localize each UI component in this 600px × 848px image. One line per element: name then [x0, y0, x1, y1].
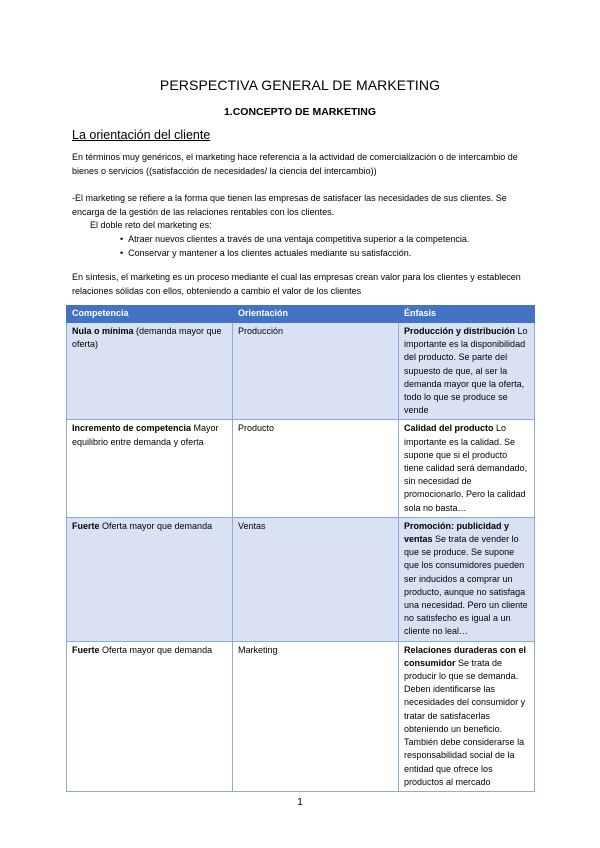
paragraph-definition: -El marketing se refiere a la forma que tienen las empresas de satisfacer las necesidades de sus clientes. Se encarga de la gestión de las relaciones rentables con los clientes. [72, 193, 507, 217]
cell-bold-text: Fuerte [72, 520, 100, 531]
table-row [67, 517, 535, 641]
cell-orientacion: Producto [233, 420, 399, 517]
header-orientacion: Orientación [233, 306, 399, 323]
cell-text: Oferta mayor que demanda [99, 644, 213, 655]
table-row [67, 323, 535, 420]
cell-bold-text: Fuerte [72, 644, 100, 655]
paragraph-challenge: El doble reto del marketing es: [90, 220, 212, 230]
cell-orientacion: Ventas [233, 517, 399, 641]
cell-bold-text: Calidad del producto [404, 423, 494, 434]
cell-competencia [67, 517, 233, 641]
cell-bold-text: Incremento de competencia [72, 423, 192, 434]
cell-bold-text: Relaciones duraderas con el consumidor [404, 644, 527, 668]
table-row [67, 641, 535, 791]
page-number: 1 [297, 797, 303, 808]
cell-text: Lo importante es la disponibilidad del producto. Se parte del supuesto de que, al ser la demanda mayor que la oferta, todo lo que se produce se vende [404, 326, 528, 416]
cell-text: Se trata de producir lo que se demanda. Deben identificarse las necesidades del consumidor y tratar de satisfacerlas obteniendo un beneficio. También debe considerarse la responsabilidad social de la entidad que ofrece los productos al mercado [404, 657, 526, 787]
table-header-row [67, 306, 535, 323]
marketing-orientation-table [66, 305, 535, 792]
cell-bold-text: Producción y distribución [404, 326, 516, 336]
cell-enfasis [399, 323, 535, 420]
cell-text: Mayor equilibrio entre demanda y oferta [72, 423, 219, 447]
header-enfasis: Énfasis [399, 306, 535, 323]
cell-enfasis [399, 517, 535, 641]
cell-orientacion: Marketing [233, 641, 399, 791]
cell-enfasis [399, 641, 535, 791]
paragraph-intro: En términos muy genéricos, el marketing hace referencia a la actividad de comercialización o de intercambio de bienes o servicios ((satisfacción de necesidades/ la ciencia del intercambio)) [72, 152, 518, 176]
cell-competencia [67, 641, 233, 791]
cell-bold-text: Promoción: publicidad y ventas [404, 520, 510, 545]
list-item: • Atraer nuevos clientes a través de una ventaja competitiva superior a la competencia. [120, 232, 469, 246]
list-item: • Conservar y mantener a los clientes actuales mediante su satisfacción. [120, 246, 469, 260]
cell-text: Oferta mayor que demanda [99, 520, 213, 531]
section-number-title: 1.CONCEPTO DE MARKETING [223, 106, 377, 118]
cell-bold-text: Nula o mínima [72, 326, 134, 336]
table-row [67, 420, 535, 517]
header-competencia: Competencia [67, 306, 233, 323]
cell-text: (demanda mayor que oferta) [72, 326, 222, 350]
cell-text: Lo importante es la calidad. Se supone que si el producto tiene calidad será demandado, sin necesidad de promocionarlo. Pero la calidad sola no basta… [404, 423, 528, 513]
cell-orientacion: Producción [233, 323, 399, 420]
cell-competencia [67, 323, 233, 420]
challenge-list [120, 232, 469, 260]
document-title: PERSPECTIVA GENERAL DE MARKETING [159, 77, 441, 93]
cell-text: Se trata de vender lo que se produce. Se supone que los consumidores pueden ser inducidos a comprar un producto, aunque no satisfaga una necesidad. Pero un cliente no satisfecho es igual a un cliente no leal… [404, 534, 528, 637]
cell-enfasis [399, 420, 535, 517]
paragraph-summary: En síntesis, el marketing es un proceso mediante el cual las empresas crean valor para los clientes y establecen relaciones sólidas con ellos, obteniendo a cambio el valor de los clientes [72, 272, 521, 296]
cell-competencia [67, 420, 233, 517]
section-heading: La orientación del cliente [72, 128, 211, 142]
